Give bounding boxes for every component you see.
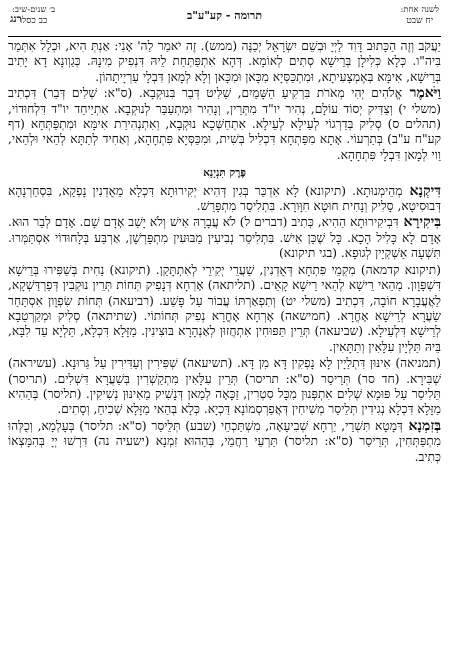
paragraph-4-opening: בִּיקִירָא bbox=[398, 214, 441, 231]
page-header bbox=[8, 4, 441, 37]
paragraph-2 bbox=[8, 86, 441, 163]
paragraph-7-opening: בְּזִמְנָא bbox=[402, 417, 441, 434]
paragraph-6: (תמניאה) אִינּוּן דִּתְלַיָין לָא נָפְקִין דָּא מִן דָּא. (תשיעאה) שְׁפִּירִין וְעַדִּירִין עַל גַּרוּנָא. (עשיראה) שְׁבִּירָא. (חד סר) תְּרֵיסַר (ס"א: תריסר) תְּרֵין עִלָּאִין מִתְקַשְׁרִין בְּשַׁעֲרָא דִּשְׁלִים. (תריסר) תֵּלִיסַר עַל פּוּמָא שְׁלִים אִתְפְּנוּן מִכָּל סִטְרִין, זַכָּאָה לְמַאן דְּנָשִׁיק מֵאִינּוּן נְשִׁיקִין. (תליסר) בְּהַהִיא מַזָּלָא דִּכְלָא נְגִידִין תְּלֵיסַר מְשִׁיחִין דְּאֲפַרְסְמוֹנָא דַּכְיָא. כְּלָא בְּהַאי מַזָּלָא שְׁכִיחַ, וְסָתִים. bbox=[8, 356, 441, 417]
paragraph-7 bbox=[8, 419, 441, 465]
header-title: תרומה - קע"ע"ב bbox=[186, 9, 263, 22]
header-right-line2: יח שבט bbox=[406, 15, 434, 26]
paragraph-4-text: דִּבְיקִירוּתָא הַהִיא, כְּתִיב (דברים ל) לֹא עֲבָרָהּ אִישׁ וְלֹא יָשַׁב אָדָם שָׁם. אָדָם לְבַר הוּא. אָדָם לָא כָּלִיל הָכָא. כָּל שֶׁכֵּן אִישׁ. בִּתְלִיסַר נְבִיעִין מַבּוּעִין מִתְפָּרְשָׁן, אַרְבַּע בְּלָחוּדוֹי אִסְתַּמְּרוּ. תִּשְׁעָה אַשְׁקְיָין לְגוּפָא. (בגי תיקונא) bbox=[8, 215, 441, 261]
header-right-line1: לשנה אחת: bbox=[400, 5, 439, 15]
header-left-line1: ב׳ שנים-שיב: bbox=[12, 5, 56, 15]
paragraph-3-opening: דִּיקְנָא bbox=[402, 182, 441, 199]
paragraph-4 bbox=[8, 215, 441, 261]
paragraph-2-opening: וַיֹּאמֶר bbox=[402, 85, 441, 102]
paragraph-1: יַעֲקֹב וְזֶה הַכָּתוּב דָּוִד לַיְיָ וּבְשֵׁם יִשְׂרָאֵל יְכַנֶּה (ממש). זֶה יֹאמַר לַה' אָנִי: אַנְתְּ הִיא, וּכְלָל אִתְּמַר בִּיה"ו. כְּלָא כְּלִילָן בְּרֵישָׁא סְתִים לְאוֹמָא. דְּהָא אִתְפַּתְּחַת לֵיהּ דִּנְפִיק מִינָהּ. כְּגַוְונָא דָא יָתִיב בְּרֵישָׁא, אִימָּא בְּאֶמְצָעִיתָא, וּמִתְכַּסְּיָא מִכָּאן וּמִכָּאן וְלָא לְמָאן דִּבְלָי עַרְיָיתָהוֹן. bbox=[8, 39, 441, 84]
paragraph-5: (תיקונא קדמאה) מִקְמֵי פִּתְחָא דְּאֻדְנִין, שַׁעֲרֵי יְקִירֵי לְאִתְתָּקַן. (תיקונא) נַחִית בְּשַׁפִּירוּ בְּרֵישָׁא דִּשְׁפָּוָון. מַהֵאי רֵישָׁא לְהַאי רֵישָׁא קָאֵים. (תליתאה) אָרְחָא דְּנָפִיק תְּחוֹת תְּרֵין נוּקְבִין דְּפַרְדַּשְׁקָא, לַאֲעֲבָרָא חוֹבָה, דִּכְתִיב (משלי יט) וְתִפְאַרְתּוֹ עֲבוֹר עַל פָּשַׁע. (רביעאה) תְּחוֹת שִׂפְוָון אִסְתַּחַר שַׂעֲרָא לְרֵישָׁא אָחֳרָא. (חמישאה) אָרְחָא אָחֳרָא נְפִיק תְּחוֹתוֹי. (שתיתאה) סְלִיק וּמְקַרְטַבָא לְרֵישָׁא דִּלְעֵילָא. (שביעאה) תְּרֵין תַּפּוּחִין אִתְחֲזוּן לְאַנְהָרָא בּוּצִינִין. מַזָּלָא דִּכְלָא, תַּלְיָא עַד לִבָּא, בֵּיהּ תַּלְיָין עִלָּאִין וְתַתָּאִין. bbox=[8, 262, 441, 354]
paragraph-3 bbox=[8, 184, 441, 215]
paragraph-3-text: מְהֵימְנוּתָא. (תיקונא) לָא אִדְכַּר בְּגִין דְּהִיא יְקִירוּתָא דִּכְלָא מֵאֻדְנִין נָפְקָא, בִּסְחַרְנָהָא דְּבוּסִיטָא, סָלִיק וְנָחִית חוּטָא חִוָּורָא. בִּתְלִיסַר מִתְפָּרֵשׁ. bbox=[8, 183, 441, 214]
folio-number: רנג bbox=[10, 14, 22, 25]
header-left-line2: כב כסלו bbox=[19, 15, 48, 26]
main-text bbox=[8, 37, 441, 465]
paragraph-7-text: דְּמָטָא תִּשְׁרֵי, יַרְחָא שְׁבִיעָאָה, מִשְׁתַּכְחֵי (שבע) תְּלֵיסַר (ס"א: תליסר) בְּעָלְמָא, וְכֻלְּהוּ מִתְפַּתְּחִין, תְּרֵיסַר (ס"א: תליסר) תַּרְעֵי רַחֲמֵי, בְּהַהוּא זִמְנָא (ישעיה נה) דִּרְשׁוּ יְיָ בְּהִמָּצְאוֹ כְּתִיב. bbox=[8, 418, 441, 464]
paragraph-2-text: אֱלֹהִים יְהִי מְאֹרֹת בִּרְקִיעַ הַשָּׁמַיִם, שַׁלִּיט דְּבַר בִּנוּקְבָא. (ס"א: שְׁלִים דְּבַר) דִּכְתִיב (משלי י) וְצַדִּיק יְסוֹד עוֹלָם, נְהִיר יו"ד מִתְּרֵין, וְנָהִיר וּמִתְעַבַּר לְנוּקְבָא. אִתְיַיחַד יו"ד דִּלְחוּדוֹי, (תהלים ס) סְלִיק בְּדַרְגוֹי לְעֵילָא לְעֵילָא. אִתְחַשְּׁכָא נוּקְבָא, וְאִתְנְהִירַת אִימָּא וּמִתְפַּתְּחָא (דף קע"ח ע"ב) בְּתַרְעוֹי. אָתָא מִפַּתְחָא דִּכְלִיל בְּשִׁית, וּמִכַּסְּיָא פִּתְחָהָא, וְאַחִיד לְתַתָּא לְהַאי וּלְהַאי, וַוי לְמָאן דִּבְלָי פִּתְחָהָא. bbox=[8, 86, 441, 162]
section-heading: פֶּרֶק תִּנְיָנָא bbox=[203, 167, 246, 180]
